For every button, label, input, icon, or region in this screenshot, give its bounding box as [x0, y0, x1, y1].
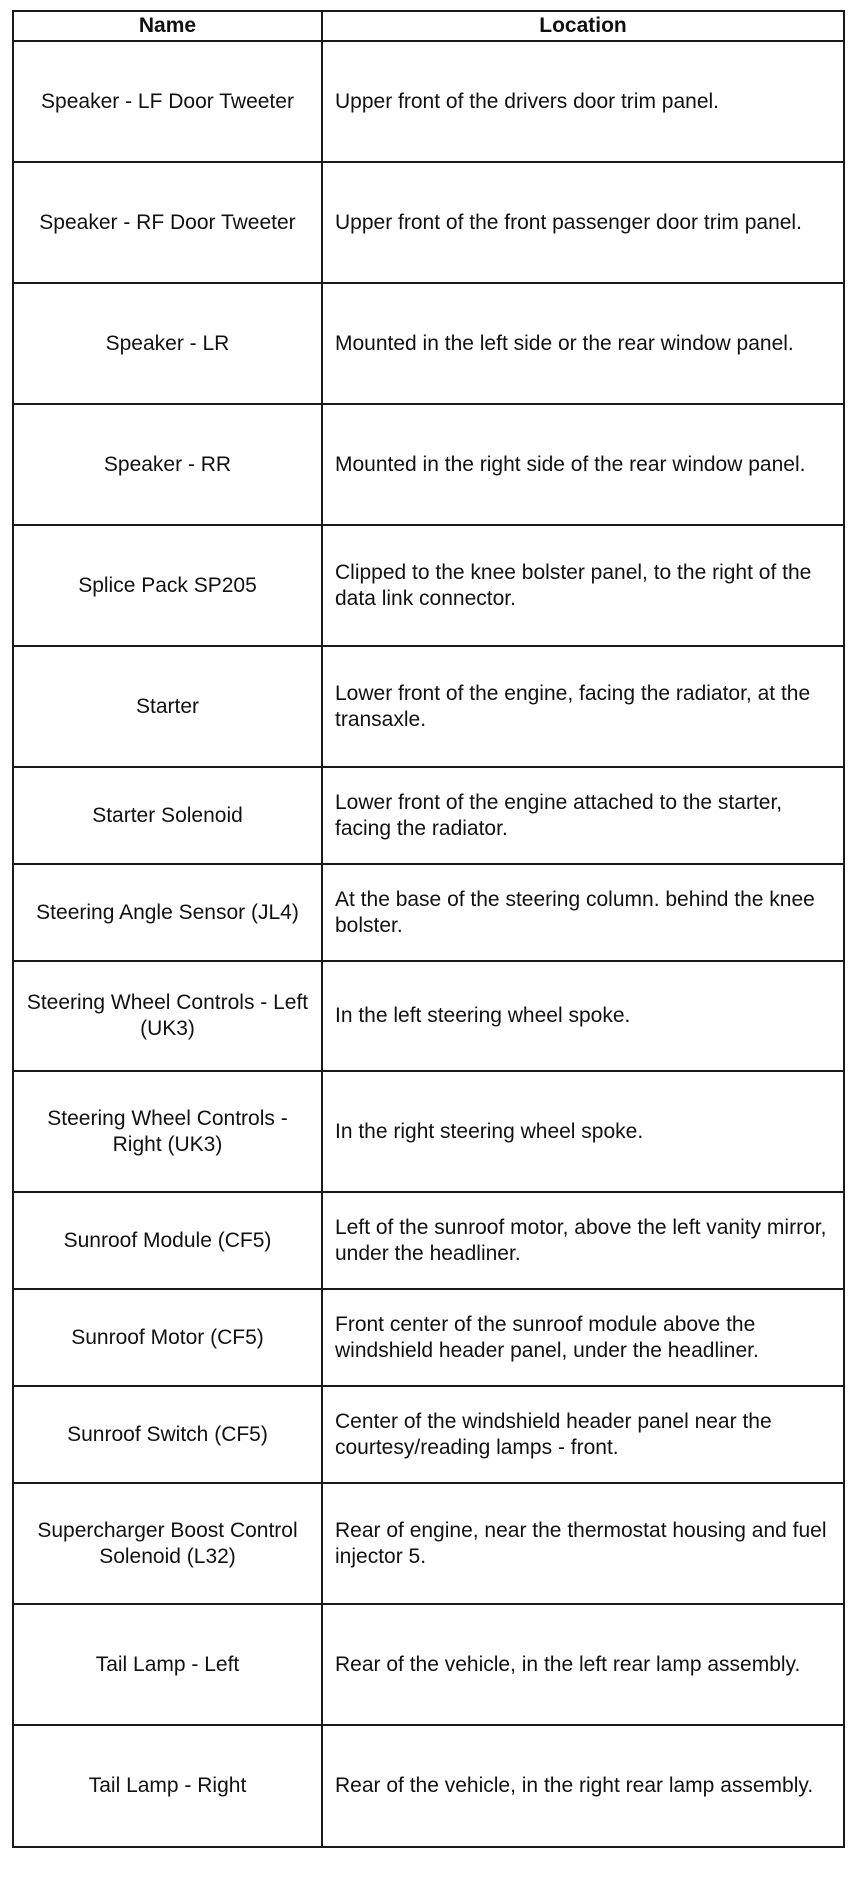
component-name: Splice Pack SP205: [13, 525, 322, 646]
component-location: Mounted in the left side or the rear window panel.: [322, 283, 844, 404]
component-name: Sunroof Motor (CF5): [13, 1289, 322, 1386]
component-location: Lower front of the engine attached to the starter, facing the radiator.: [322, 767, 844, 864]
component-name: Steering Wheel Controls - Right (UK3): [13, 1071, 322, 1192]
table-row: [13, 1192, 844, 1289]
table-row: [13, 1386, 844, 1483]
table-row: [13, 1071, 844, 1192]
component-name: Speaker - LF Door Tweeter: [13, 41, 322, 162]
component-location: Rear of the vehicle, in the left rear lamp assembly.: [322, 1604, 844, 1725]
component-name: Starter Solenoid: [13, 767, 322, 864]
component-name: Speaker - LR: [13, 283, 322, 404]
component-location: In the left steering wheel spoke.: [322, 961, 844, 1071]
component-location: Left of the sunroof motor, above the left vanity mirror, under the headliner.: [322, 1192, 844, 1289]
component-location: In the right steering wheel spoke.: [322, 1071, 844, 1192]
component-name: Starter: [13, 646, 322, 767]
component-name: Tail Lamp - Left: [13, 1604, 322, 1725]
component-location: Lower front of the engine, facing the radiator, at the transaxle.: [322, 646, 844, 767]
table-row: [13, 1725, 844, 1847]
component-name: Sunroof Switch (CF5): [13, 1386, 322, 1483]
table-row: [13, 646, 844, 767]
component-location: At the base of the steering column. behind the knee bolster.: [322, 864, 844, 961]
component-name: Tail Lamp - Right: [13, 1725, 322, 1847]
component-location: Front center of the sunroof module above the windshield header panel, under the headliner.: [322, 1289, 844, 1386]
component-name: Steering Wheel Controls - Left (UK3): [13, 961, 322, 1071]
column-header-name: Name: [13, 11, 322, 41]
component-location: Rear of the vehicle, in the right rear lamp assembly.: [322, 1725, 844, 1847]
table-header-row: [13, 11, 844, 41]
table-row: [13, 283, 844, 404]
column-header-location: Location: [322, 11, 844, 41]
component-name: Sunroof Module (CF5): [13, 1192, 322, 1289]
table-row: [13, 162, 844, 283]
component-location: Mounted in the right side of the rear window panel.: [322, 404, 844, 525]
table-row: [13, 404, 844, 525]
component-location: Clipped to the knee bolster panel, to the right of the data link connector.: [322, 525, 844, 646]
table-row: [13, 41, 844, 162]
component-location: Rear of engine, near the thermostat housing and fuel injector 5.: [322, 1483, 844, 1604]
table-row: [13, 525, 844, 646]
table-row: [13, 1483, 844, 1604]
table-row: [13, 767, 844, 864]
table-row: [13, 1604, 844, 1725]
component-name: Supercharger Boost Control Solenoid (L32): [13, 1483, 322, 1604]
table-row: [13, 961, 844, 1071]
component-location-table: [12, 10, 845, 1848]
component-name: Steering Angle Sensor (JL4): [13, 864, 322, 961]
component-location: Upper front of the front passenger door trim panel.: [322, 162, 844, 283]
component-name: Speaker - RF Door Tweeter: [13, 162, 322, 283]
component-location: Upper front of the drivers door trim panel.: [322, 41, 844, 162]
table-row: [13, 1289, 844, 1386]
table-row: [13, 864, 844, 961]
component-name: Speaker - RR: [13, 404, 322, 525]
component-location: Center of the windshield header panel near the courtesy/reading lamps - front.: [322, 1386, 844, 1483]
